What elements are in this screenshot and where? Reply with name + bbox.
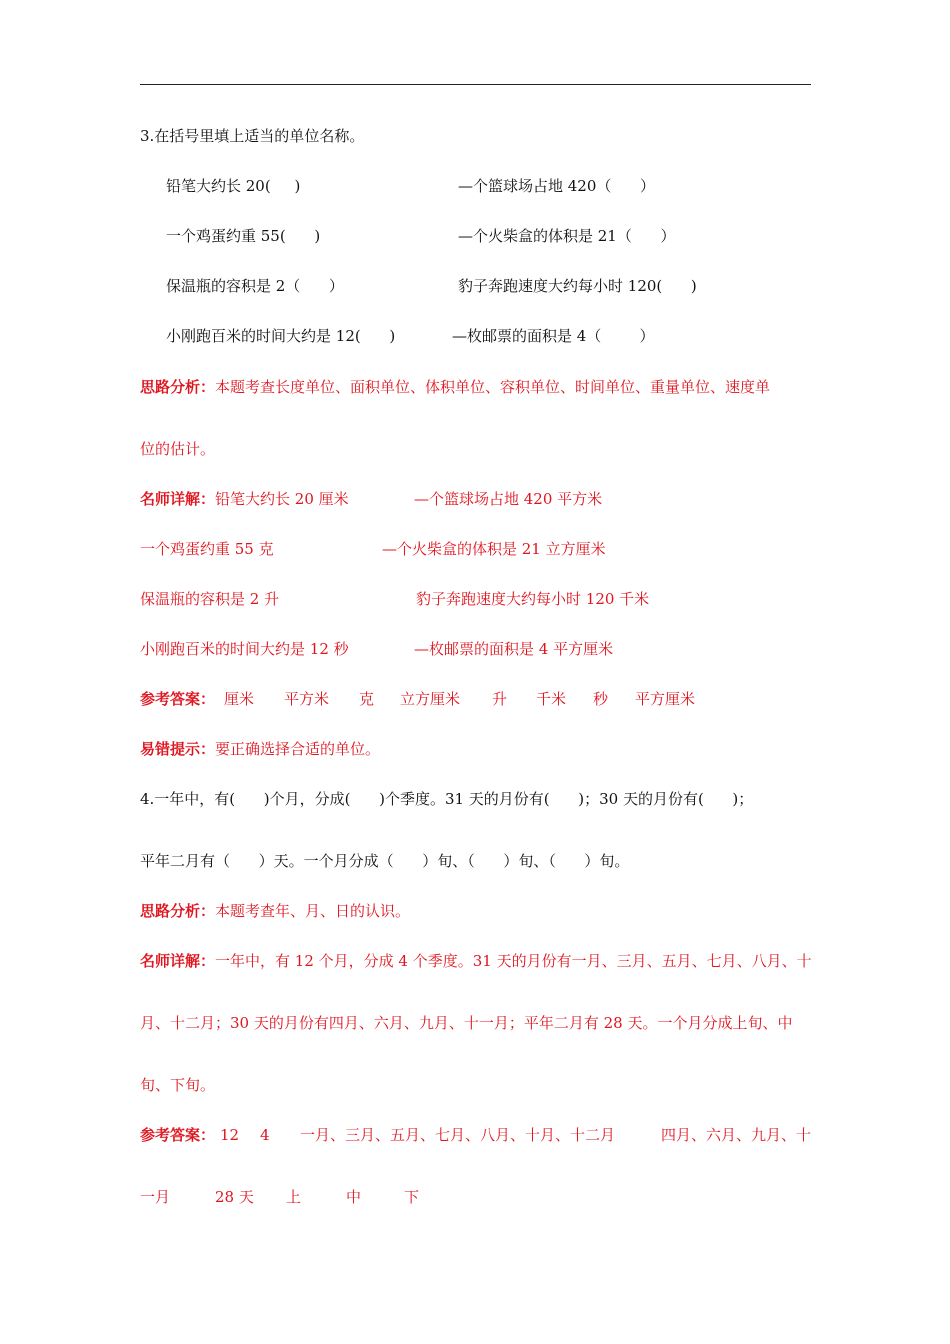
q3-item-pencil: 铅笔大约长 20( ) <box>166 177 301 195</box>
q4-answers <box>140 1125 820 1145</box>
answer-item: 四月、六月、九月、十 <box>661 1126 812 1144</box>
q3-item-stamp: —枚邮票的面积是 4（ ） <box>452 327 655 345</box>
q4-answers-cont <box>140 1187 820 1207</box>
q3-detail-item: —个篮球场占地 420 平方米 <box>414 490 603 508</box>
detail-text: 一年中，有 12 个月，分成 4 个季度。31 天的月份有一月、三月、五月、七月、八月、十 <box>215 952 812 970</box>
answer-item: 平方米 <box>284 690 330 708</box>
answer-item: 秒 <box>593 690 609 708</box>
q3-item-thermos: 保温瓶的容积是 2（ ） <box>166 277 344 295</box>
q4-detail-cont: 旬、下旬。 <box>140 1076 216 1094</box>
q3-detail-item: 小刚跑百米的时间大约是 12 秒 <box>140 640 349 658</box>
q3-analysis <box>140 377 770 397</box>
answer-item: 中 <box>346 1188 362 1206</box>
answer-label: 参考答案： <box>140 690 216 708</box>
q3-answers <box>140 689 820 709</box>
q3-detail-item: 豹子奔跑速度大约每小时 120 千米 <box>416 590 650 608</box>
q3-item-leopard: 豹子奔跑速度大约每小时 120( ) <box>458 277 697 295</box>
answer-item: 立方厘米 <box>400 690 461 708</box>
analysis-text: 本题考查长度单位、面积单位、体积单位、容积单位、时间单位、重量单位、速度单 <box>215 378 771 396</box>
q4-question-line2: 平年二月有（ ）天。一个月分成（ ）旬、（ ）旬、（ ）旬。 <box>140 852 630 870</box>
q3-detail-item: 保温瓶的容积是 2 升 <box>140 590 280 608</box>
analysis-text: 本题考查年、月、日的认识。 <box>215 902 411 920</box>
answer-item: 28 天 <box>215 1188 254 1206</box>
q3-analysis-cont: 位的估计。 <box>140 440 216 458</box>
tip-label: 易错提示： <box>140 740 216 758</box>
q3-tip <box>140 739 380 759</box>
q3-item-matchbox: —个火柴盒的体积是 21（ ） <box>458 227 676 245</box>
analysis-label: 思路分析： <box>140 378 216 396</box>
q3-detail-item: —枚邮票的面积是 4 平方厘米 <box>414 640 614 658</box>
answer-item: 平方厘米 <box>635 690 696 708</box>
q3-item-egg: 一个鸡蛋约重 55( ) <box>166 227 321 245</box>
answer-item: 下 <box>404 1188 420 1206</box>
analysis-label: 思路分析： <box>140 902 216 920</box>
answer-item: 一月、三月、五月、七月、八月、十月、十二月 <box>300 1126 616 1144</box>
q3-detail-item: 一个鸡蛋约重 55 克 <box>140 540 274 558</box>
q3-item-basketball-court: —个篮球场占地 420（ ） <box>458 177 656 195</box>
answer-label: 参考答案： <box>140 1126 216 1144</box>
answer-item: 厘米 <box>224 690 255 708</box>
q3-item-sprint: 小刚跑百米的时间大约是 12( ) <box>166 327 396 345</box>
q4-detail-cont: 月、十二月；30 天的月份有四月、六月、九月、十一月；平年二月有 28 天。一个月分成上旬、中 <box>140 1014 793 1032</box>
detail-text: 铅笔大约长 20 厘米 <box>215 490 349 508</box>
q4-analysis <box>140 901 410 921</box>
q4-detail <box>140 951 812 971</box>
answer-item: 12 <box>220 1126 240 1144</box>
answer-item: 4 <box>260 1126 270 1144</box>
q3-detail <box>140 489 349 509</box>
detail-label: 名师详解： <box>140 490 216 508</box>
answer-item: 一月 <box>140 1188 171 1206</box>
answer-item: 千米 <box>536 690 567 708</box>
answer-item: 克 <box>359 690 375 708</box>
detail-label: 名师详解： <box>140 952 216 970</box>
answer-item: 升 <box>492 690 508 708</box>
q3-detail-item: —个火柴盒的体积是 21 立方厘米 <box>382 540 606 558</box>
tip-text: 要正确选择合适的单位。 <box>215 740 381 758</box>
header-rule <box>140 84 811 85</box>
q3-title: 3.在括号里填上适当的单位名称。 <box>140 127 365 145</box>
q4-question-line1: 4.一年中，有( )个月，分成( )个季度。31 天的月份有( )；30 天的月份有( )； <box>140 790 754 808</box>
answer-item: 上 <box>286 1188 302 1206</box>
